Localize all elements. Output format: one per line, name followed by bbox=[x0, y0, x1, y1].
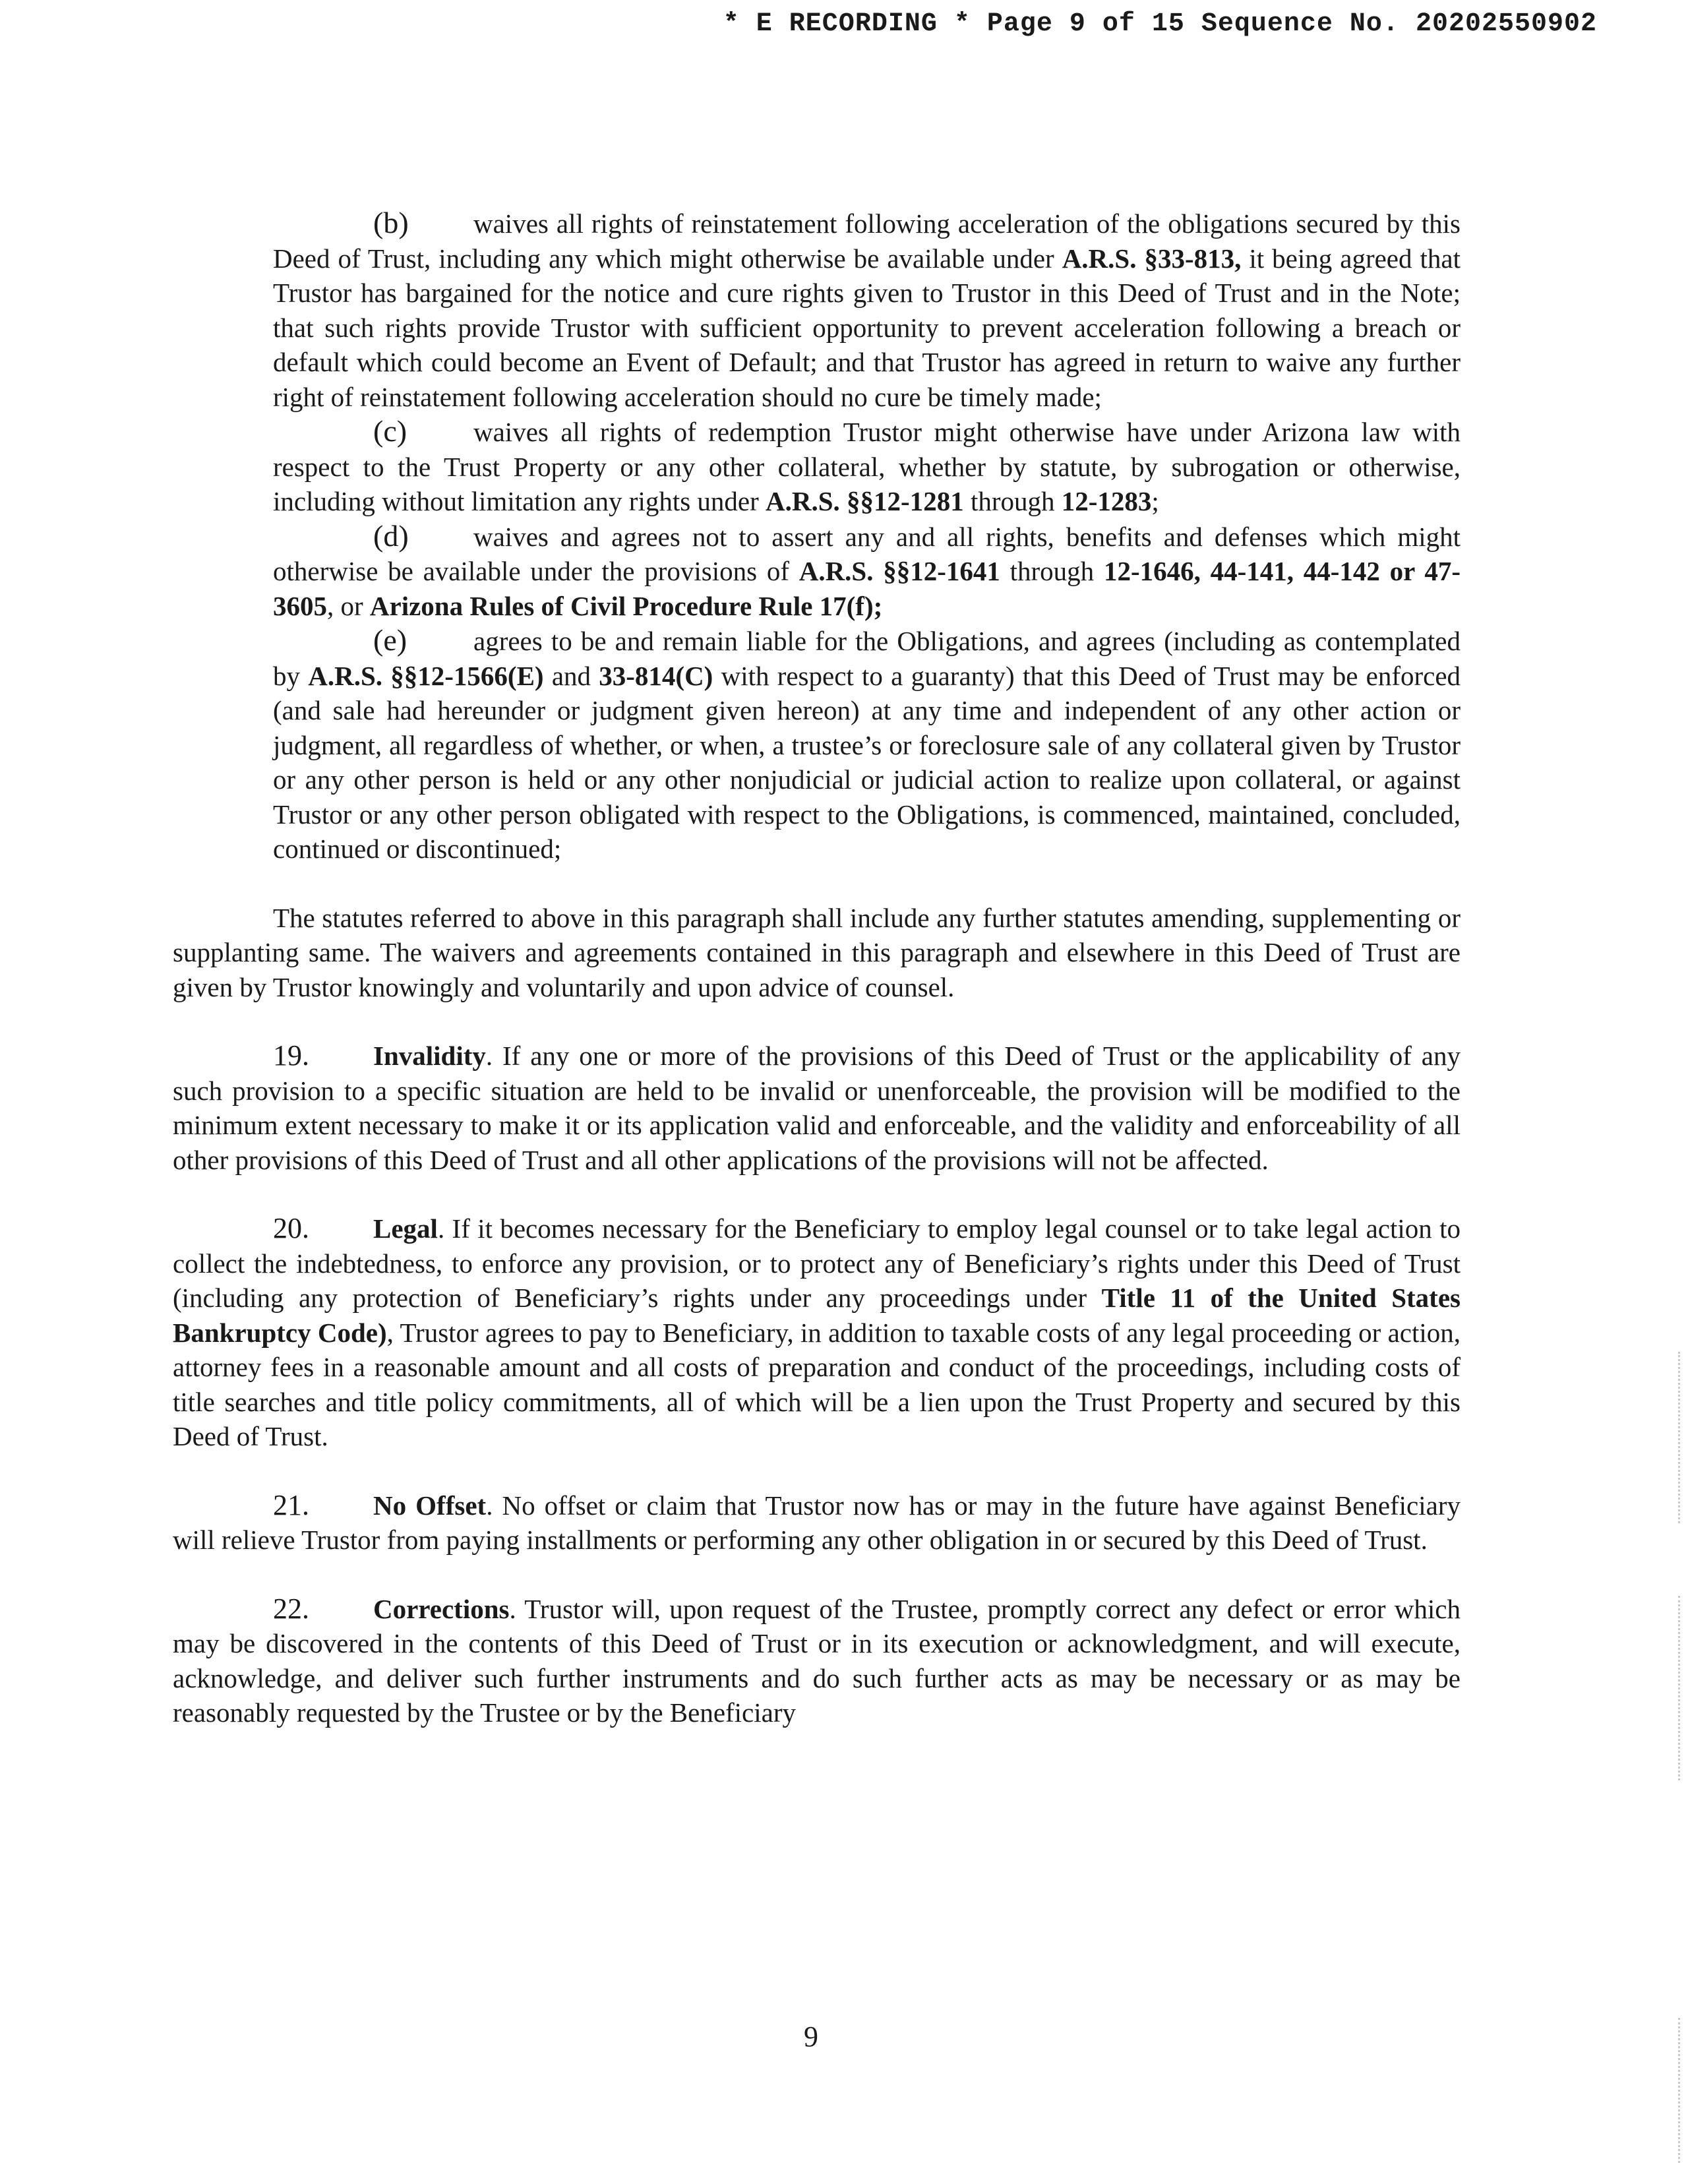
section-19-invalidity bbox=[173, 1039, 1461, 1177]
statutes-paragraph bbox=[173, 901, 1461, 1005]
section-21-no-offset bbox=[173, 1488, 1461, 1558]
bold-reference: Title 11 of the United States Bankruptcy Code) bbox=[173, 1283, 1461, 1348]
section-19-text: Invalidity. If any one or more of the provisions of this Deed of Trust or the applicability of any such provision to a specific situation are held to be invalid or unenforceable, the provision will be modified to the minimum extent necessary to make it or its application valid and enforceable, and the validity and enforceability of all other provisions of this Deed of Trust and all other applications of the provisions will not be affected. bbox=[173, 1041, 1461, 1175]
bold-reference: Arizona Rules of Civil Procedure Rule 17(f); bbox=[369, 590, 883, 621]
bold-reference: 12-1646, 44-141, 44-142 or 47-3605 bbox=[273, 556, 1461, 621]
section-number: 21. bbox=[273, 1488, 309, 1521]
page-number: 9 bbox=[804, 2020, 818, 2053]
bold-reference: A.R.S. §§12-1281 bbox=[766, 486, 964, 516]
section-22-corrections bbox=[173, 1592, 1461, 1730]
bold-reference: Corrections bbox=[373, 1593, 510, 1624]
bold-reference: A.R.S. §§12-1641 bbox=[799, 556, 1000, 586]
bold-reference: Invalidity bbox=[373, 1041, 486, 1071]
section-number: 22. bbox=[273, 1592, 309, 1625]
bold-reference: No Offset bbox=[373, 1490, 487, 1521]
section-20-legal bbox=[173, 1211, 1461, 1454]
document-body bbox=[173, 206, 1461, 1730]
bold-reference: 33-814(C) bbox=[599, 660, 713, 691]
subparagraph-c-text: waives all rights of redemption Trustor might otherwise have under Arizona law with respect to the Trust Property or any other collateral, whether by statute, by subrogation or otherwise, including without limitation any rights under A.R.S. §§12-1281 through 12-1283; bbox=[273, 417, 1461, 516]
bold-reference: A.R.S. §33-813, bbox=[1062, 243, 1242, 274]
bold-reference: 12-1283 bbox=[1061, 486, 1152, 516]
subparagraph-e bbox=[273, 623, 1461, 866]
subparagraph-letter: (d) bbox=[373, 518, 409, 553]
scan-margin-marks bbox=[1678, 1352, 1683, 1523]
subparagraph-e-text: agrees to be and remain liable for the Obligations, and agrees (including as contemplated by A.R.S. §§12-1566(E) and 33-814(C) with respect to a guaranty) that this Deed of Trust may be enforced (and sale had hereunder or judgment given hereon) at any time and independent of any other action or judgment, all regardless of whether, or when, a trustee’s or foreclosure sale of any collateral given by Trustor or any other person is held or any other nonjudicial or judicial action to realize upon collateral, or against Trustor or any other person obligated with respect to the Obligations, is commenced, maintained, concluded, continued or discontinued; bbox=[273, 626, 1461, 864]
subparagraph-d-text: waives and agrees not to assert any and all rights, benefits and defenses which might otherwise be available under the provisions of A.R.S. §§12-1641 through 12-1646, 44-141, 44-142 or 47-3605, or Arizona Rules of Civil Procedure Rule 17(f); bbox=[273, 521, 1461, 621]
section-number: 19. bbox=[273, 1039, 309, 1072]
subparagraph-letter: (b) bbox=[373, 206, 409, 239]
subparagraph-d bbox=[273, 519, 1461, 624]
subparagraph-b bbox=[273, 206, 1461, 414]
section-number: 20. bbox=[273, 1212, 309, 1244]
section-20-text: Legal. If it becomes necessary for the Beneficiary to employ legal counsel or to take legal action to collect the indebtedness, to enforce any provision, or to protect any of Beneficiary’s rights under this Deed of Trust (including any protection of Beneficiary’s rights under any proceedings under Title 11 of the United States Bankruptcy Code), Trustor agrees to pay to Beneficiary, in addition to taxable costs of any legal proceeding or action, attorney fees in a reasonable amount and all costs of preparation and conduct of the proceedings, including costs of title searches and title policy commitments, all of which will be a lien upon the Trust Property and secured by this Deed of Trust. bbox=[173, 1213, 1461, 1451]
subparagraph-letter: (c) bbox=[373, 414, 407, 448]
subparagraph-b-text: waives all rights of reinstatement following acceleration of the obligations secured by this Deed of Trust, including any which might otherwise be available under A.R.S. §33-813, it being agreed that Trustor has bargained for the notice and cure rights given to Trustor in this Deed of Trust and in the Note; that such rights provide Trustor with sufficient opportunity to prevent acceleration following a breach or default which could become an Event of Default; and that Trustor has agreed in return to waive any further right of reinstatement following acceleration should no cure be timely made; bbox=[273, 208, 1461, 412]
subparagraph-c bbox=[273, 414, 1461, 519]
bold-reference: Legal bbox=[373, 1213, 438, 1244]
scan-margin-marks bbox=[1678, 2018, 1683, 2163]
recording-stamp: * E RECORDING * Page 9 of 15 Sequence No. 20202550902 bbox=[723, 9, 1597, 39]
scan-margin-marks bbox=[1678, 1596, 1683, 1780]
subparagraph-letter: (e) bbox=[373, 623, 407, 657]
statutes-paragraph-text: The statutes referred to above in this paragraph shall include any further statutes amending, supplementing or supplanting same. The waivers and agreements contained in this paragraph and elsewhere in this Deed of Trust are given by Trustor knowingly and voluntarily and upon advice of counsel. bbox=[173, 902, 1461, 1002]
section-21-text: No Offset. No offset or claim that Trustor now has or may in the future have against Beneficiary will relieve Trustor from paying installments or performing any other obligation in or secured by this Deed of Trust. bbox=[173, 1490, 1461, 1555]
bold-reference: A.R.S. §§12-1566(E) bbox=[308, 660, 544, 691]
section-22-text: Corrections. Trustor will, upon request of the Trustee, promptly correct any defect or error which may be discovered in the contents of this Deed of Trust or in its execution or acknowledgment, and will execute, acknowledge, and deliver such further instruments and do such further acts as may be necessary or as may be reasonably requested by the Trustee or by the Beneficiary bbox=[173, 1593, 1461, 1728]
